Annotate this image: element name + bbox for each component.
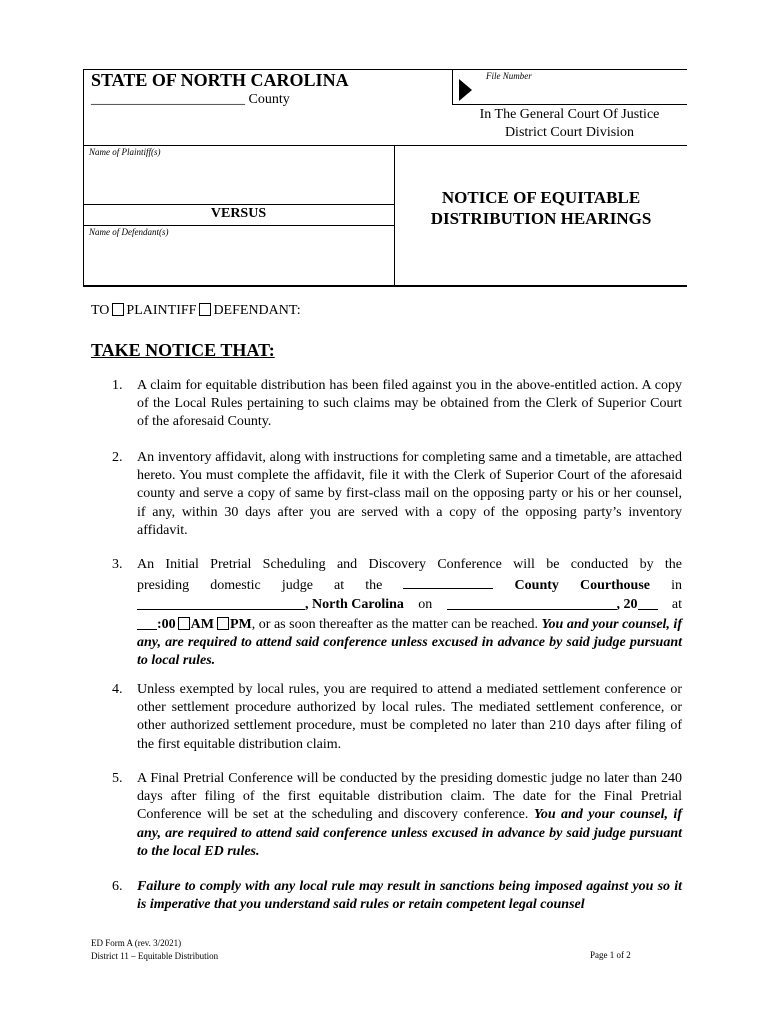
page-number: Page 1 of 2	[590, 950, 631, 960]
court-line-1: In The General Court Of Justice	[479, 107, 660, 122]
pm-label: PM	[230, 616, 252, 632]
word: on	[418, 597, 433, 613]
defendant-checkbox[interactable]	[199, 303, 211, 316]
defendant-label: Name of Defendant(s)	[89, 227, 169, 237]
list-item-2	[112, 449, 682, 540]
caption-bottom-rule	[83, 285, 687, 287]
item-3-emphasis: You and your counsel, if any, are required to attend said conference unless excused in advance by said judge pursuant to local rules.	[137, 616, 682, 669]
item-5-emphasis: You and your counsel, if any, are required to attend said conference unless excused in advance by said judge pursuant to the local ED rules.	[137, 807, 682, 859]
word: County	[514, 578, 559, 594]
item-3-line-2	[137, 574, 682, 595]
defendant-input[interactable]	[86, 240, 391, 283]
list-item-4	[112, 681, 682, 754]
list-item-3	[112, 556, 682, 670]
word: judge	[281, 578, 313, 594]
word: the	[365, 578, 383, 594]
word: Courthouse	[580, 578, 651, 594]
item-3-body	[137, 556, 682, 670]
to-line	[91, 303, 301, 319]
word: presiding	[137, 578, 190, 594]
district-line: District 11 – Equitable Distribution	[91, 951, 219, 961]
plaintiff-label: Name of Plaintiff(s)	[89, 147, 161, 157]
word: at	[334, 578, 345, 594]
versus-bottom-rule	[83, 225, 394, 226]
word: domestic	[210, 578, 261, 594]
item-number: 2.	[112, 450, 123, 465]
footer-left	[91, 937, 218, 963]
item-text: A Final Pretrial Conference will be conducted by the presiding domestic judge no later than 240 days after filing of the first equitable distribution claim. The date for the Final Pretrial Conference will be set at the scheduling and discovery conference.	[137, 771, 682, 823]
versus-top-rule	[83, 204, 394, 205]
item-5-body	[137, 770, 682, 861]
year-prefix: , 20	[616, 597, 638, 613]
word: at	[671, 597, 682, 613]
caption-top-rule	[83, 145, 687, 146]
hour-blank[interactable]	[137, 615, 157, 630]
county-blank[interactable]: ______________________	[91, 92, 245, 107]
item-number: 1.	[112, 378, 123, 393]
county-courthouse-blank[interactable]	[403, 574, 493, 589]
form-title-line-2: DISTRIBUTION HEARINGS	[430, 209, 652, 228]
city-blank[interactable]	[137, 595, 305, 610]
arrow-pointer-icon	[459, 79, 472, 101]
item-text: Failure to comply with any local rule may result in sanctions being imposed against you so it is imperative that you understand said rules or retain competent legal counsel	[137, 879, 682, 913]
minutes-text: :00	[157, 616, 176, 632]
form-title-line-1: NOTICE OF EQUITABLE	[441, 188, 641, 207]
item-3-line-3	[137, 595, 682, 614]
court-line-2: District Court Division	[504, 125, 635, 140]
item-number: 5.	[112, 771, 123, 786]
file-box-bottom-rule	[452, 104, 687, 105]
form-id: ED Form A (rev. 3/2021)	[91, 938, 182, 948]
north-carolina-text: , North Carolina	[305, 597, 404, 613]
word: in	[671, 578, 682, 594]
list-item-1	[112, 377, 682, 432]
list-item-6	[112, 878, 682, 914]
date-blank[interactable]	[447, 595, 617, 610]
file-box-left-rule	[452, 69, 453, 105]
item-text: An inventory affidavit, along with instructions for completing same and a timetable, are attached hereto. You must complete the affidavit, file it with the Clerk of Superior Court of the aforesaid county and serve a copy of same by first-class mail on the opposing party or his or her counsel, if any, within 30 days after you are served with a copy of the opposing party’s inventory affidavit.	[137, 450, 682, 538]
county-label: County	[248, 92, 290, 107]
file-number-label: File Number	[486, 71, 532, 81]
item-number: 4.	[112, 682, 123, 697]
item-3-line-1: An Initial Pretrial Scheduling and Discovery Conference will be conducted by the	[137, 557, 682, 572]
file-number-input[interactable]	[476, 80, 681, 100]
court-name	[452, 106, 687, 142]
plaintiff-option-label: PLAINTIFF	[126, 303, 197, 318]
to-label: TO	[91, 303, 110, 318]
header-left-rule	[83, 69, 84, 286]
list-item-5	[112, 770, 682, 861]
state-heading: STATE OF NORTH CAROLINA	[91, 70, 349, 90]
item-number: 3.	[112, 557, 123, 572]
item-number: 6.	[112, 879, 123, 894]
versus-label: VERSUS	[210, 206, 267, 221]
defendant-option-label: DEFENDANT:	[213, 303, 301, 318]
item-text: Unless exempted by local rules, you are required to attend a mediated settlement conference or other settlement procedure authorized by local rules. The mediated settlement conference, or other authorized settlement procedure, must be completed no later than 210 days after filing of the first equitable distribution claim.	[137, 682, 682, 752]
year-blank[interactable]	[638, 595, 658, 610]
county-field[interactable]	[91, 92, 290, 108]
am-checkbox[interactable]	[178, 617, 190, 630]
plaintiff-input[interactable]	[86, 160, 391, 202]
form-title	[395, 187, 687, 229]
take-notice-heading: TAKE NOTICE THAT:	[91, 340, 275, 360]
item-3-line-4	[137, 615, 682, 671]
item-3-text: , or as soon thereafter as the matter can be reached.	[251, 616, 538, 632]
plaintiff-checkbox[interactable]	[112, 303, 124, 316]
item-text: A claim for equitable distribution has been filed against you in the above-entitled action. A copy of the Local Rules pertaining to such claims may be obtained from the Clerk of Superior Court of the aforesaid County.	[137, 378, 682, 430]
pm-checkbox[interactable]	[217, 617, 229, 630]
am-label: AM	[190, 616, 214, 632]
